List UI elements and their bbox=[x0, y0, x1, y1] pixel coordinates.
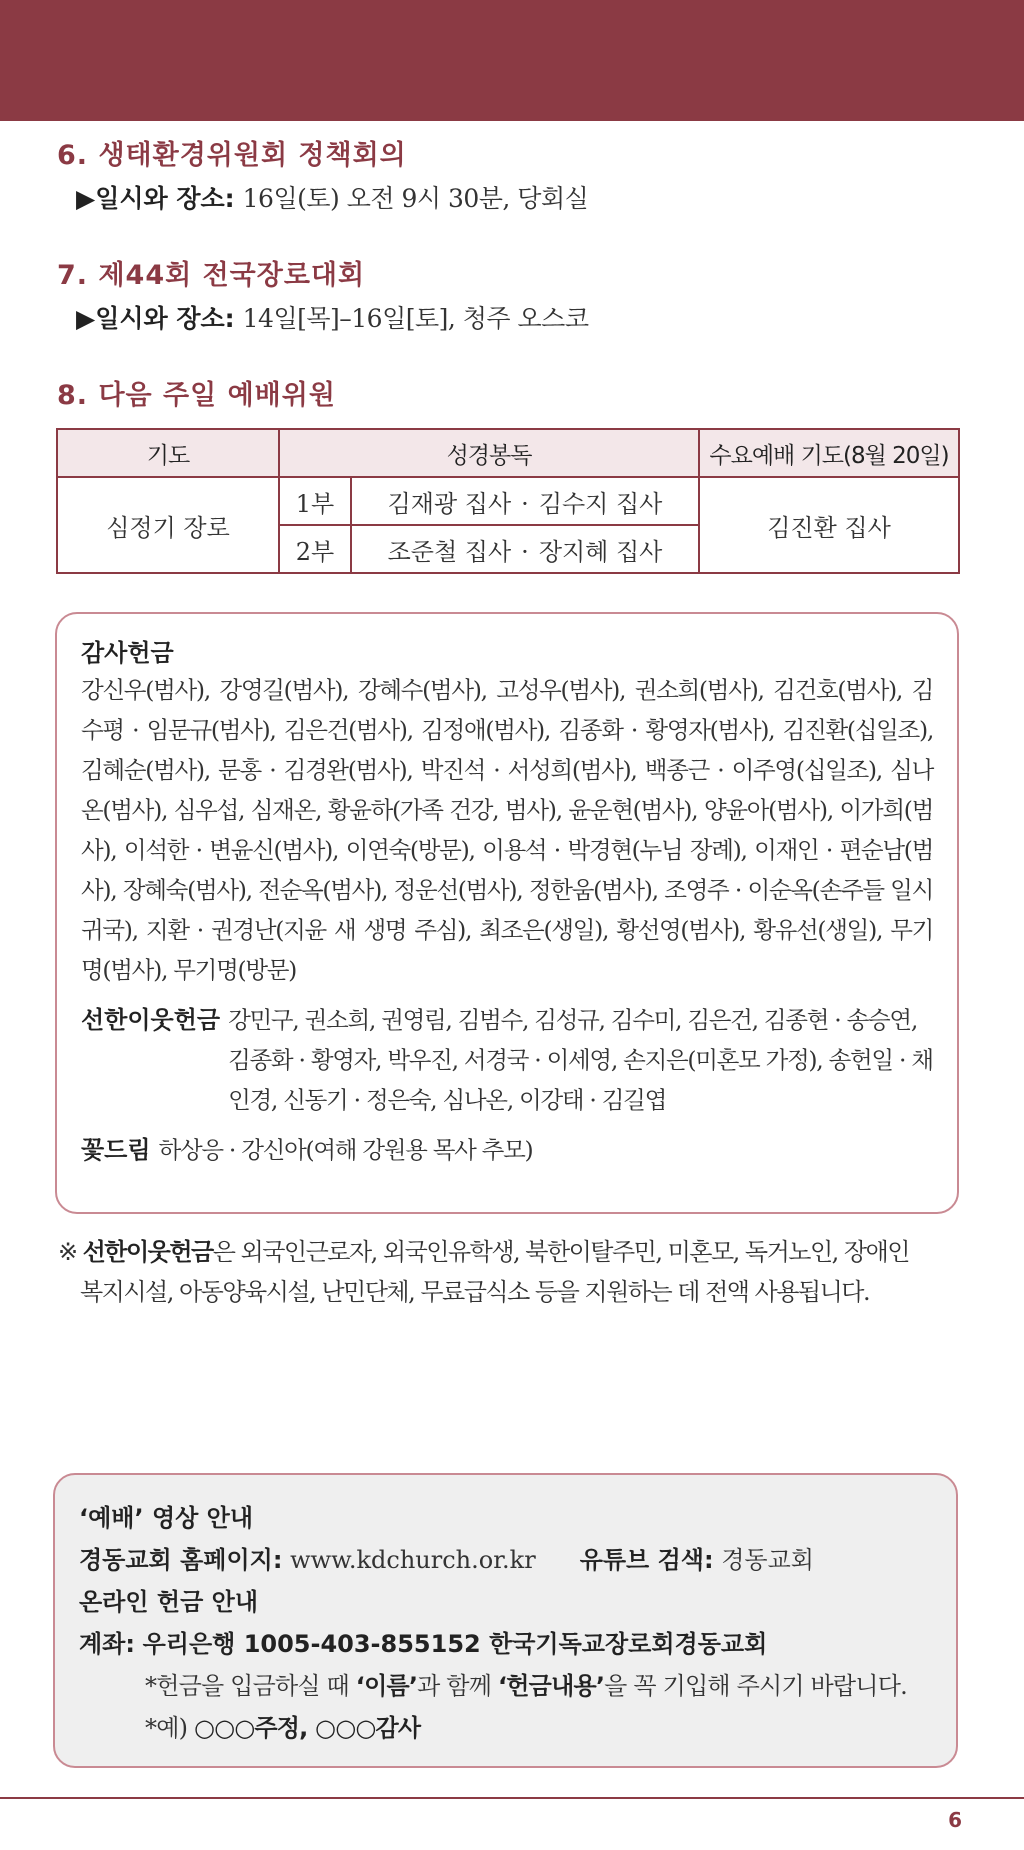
section-title: 6. 생태환경위원회 정책회의 bbox=[57, 140, 407, 171]
section-6 bbox=[57, 138, 957, 216]
flower-offering-row bbox=[81, 1130, 933, 1170]
readers-cell: 조준철 집사 · 장지혜 집사 bbox=[351, 525, 699, 573]
page-number: 6 bbox=[948, 1808, 962, 1832]
homepage-link[interactable]: www.kdchurch.or.kr bbox=[290, 1546, 536, 1574]
part-cell: 1부 bbox=[279, 477, 351, 525]
info-box bbox=[53, 1473, 958, 1768]
offerings-box bbox=[55, 612, 959, 1214]
date-place-label: ▶일시와 장소: bbox=[76, 304, 235, 333]
video-info-line: 경동교회 홈페이지: www.kdchurch.or.kr 유튜브 검색: 경동교회 bbox=[79, 1546, 814, 1574]
prayer-cell: 심정기 장로 bbox=[57, 477, 279, 573]
account-line: 계좌: 우리은행 1005-403-855152 한국기독교장로회경동교회 bbox=[79, 1630, 768, 1658]
table-header-row bbox=[57, 429, 959, 477]
readers-cell: 김재광 집사 · 김수지 집사 bbox=[351, 477, 699, 525]
thanks-offering-title: 감사헌금 bbox=[81, 639, 174, 667]
footer-rule bbox=[0, 1797, 1024, 1799]
neighbor-offering-note: ※ 선한이웃헌금은 외국인근로자, 외국인유학생, 북한이탈주민, 미혼모, 독거노인, 장애인 복지시설, 아동양육시설, 난민단체, 무료급식소 등을 지원하는 데 전액 사용됩니다. bbox=[58, 1238, 909, 1306]
online-offering-title: 온라인 헌금 안내 bbox=[79, 1588, 258, 1616]
section-detail bbox=[76, 182, 957, 216]
neighbor-offering-title: 선한이웃헌금 bbox=[81, 1006, 221, 1034]
date-place-value: 14일[목]–16일[토], 청주 오스코 bbox=[242, 304, 589, 333]
section-title: 8. 다음 주일 예배위원 bbox=[57, 380, 336, 411]
section-8 bbox=[57, 378, 957, 414]
header-wednesday: 수요예배 기도(8월 20일) bbox=[699, 429, 959, 477]
header-band bbox=[0, 0, 1024, 121]
thanks-offering-list: 강신우(범사), 강영길(범사), 강혜수(범사), 고성우(범사), 권소희(범사), 김건호(범사), 김수평 · 임문규(범사), 김은건(범사), 김정애(범사), 김종화 · 황영자(범사), 김진환(십일조), 김혜순(범사), 문홍 · 김경완(범사), 박진석 · 서성희(범사), 백종근 · 이주영(십일조), 심나온(범사), 심우섭, 심재온, 황윤하(가족 건강, 범사), 윤운현(범사), 양윤아(범사), 이가희(범사), 이석한 · 변윤신(범사), 이연숙(방문), 이용석 · 박경현(누님 장례), 이재인 · 편순남(범사), 장혜숙(범사), 전순옥(범사), 정운선(범사), 정한움(범사), 조영주 · 이순옥(손주들 일시 귀국), 지환 · 권경난(지윤 새 생명 주심), 최조은(생일), 황선영(범사), 황유선(생일), 무기명(범사), 무기명(방문) bbox=[81, 676, 933, 984]
neighbor-offering-row bbox=[81, 1000, 933, 1120]
wednesday-cell: 김진환 집사 bbox=[699, 477, 959, 573]
offering-example: *예) ○○○주정, ○○○감사 bbox=[145, 1714, 421, 1742]
part-cell: 2부 bbox=[279, 525, 351, 573]
flower-offering-text: 하상응 · 강신아(여해 강원용 목사 추모) bbox=[158, 1136, 533, 1164]
header-reading: 성경봉독 bbox=[279, 429, 699, 477]
section-detail bbox=[76, 302, 957, 336]
date-place-value: 16일(토) 오전 9시 30분, 당회실 bbox=[242, 184, 589, 213]
date-place-label: ▶일시와 장소: bbox=[76, 184, 235, 213]
flower-offering-title: 꽃드림 bbox=[81, 1136, 151, 1164]
section-7 bbox=[57, 258, 957, 336]
section-title: 7. 제44회 전국장로대회 bbox=[57, 260, 366, 291]
offering-notice: *헌금을 입금하실 때 ‘이름’과 함께 ‘헌금내용’을 꼭 기입해 주시기 바랍니다. bbox=[145, 1672, 907, 1700]
header-prayer: 기도 bbox=[57, 429, 279, 477]
table-row bbox=[57, 477, 959, 525]
worship-committee-table bbox=[56, 428, 960, 574]
neighbor-offering-list: 강민구, 권소희, 권영림, 김범수, 김성규, 김수미, 김은건, 김종현 · 송승연, 김종화 · 황영자, 박우진, 서경국 · 이세영, 손지은(미혼모 가정), 송헌일 · 채인경, 신동기 · 정은숙, 심나온, 이강태 · 김길엽 bbox=[228, 1006, 933, 1114]
video-info-title: ‘예배’ 영상 안내 bbox=[79, 1504, 254, 1532]
